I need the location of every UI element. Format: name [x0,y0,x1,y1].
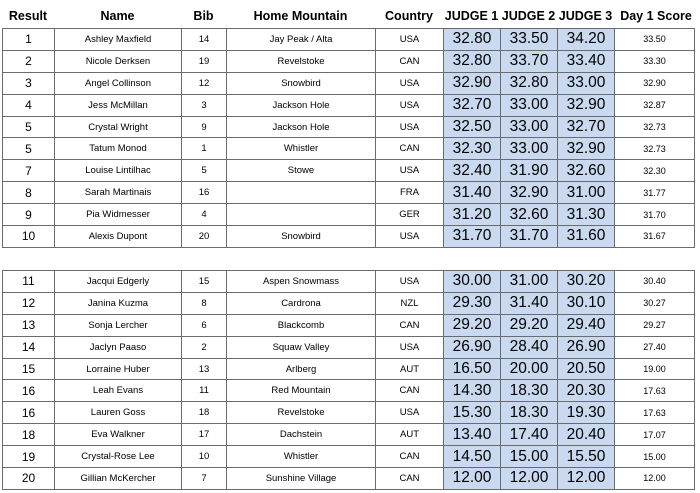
cell-country[interactable]: AUT [376,424,444,446]
cell-result[interactable]: 11 [3,271,55,293]
cell-day1-score[interactable]: 32.73 [615,116,695,138]
cell-judge-2[interactable]: 32.90 [501,182,558,204]
cell-judge-2[interactable]: 15.00 [501,446,558,468]
cell-judge-3[interactable]: 20.30 [558,380,615,402]
cell-country[interactable]: CAN [376,138,444,160]
cell-judge-3[interactable]: 32.70 [558,116,615,138]
cell-day1-score[interactable]: 30.40 [615,271,695,293]
table-row [3,358,695,380]
cell-day1-score[interactable]: 29.27 [615,314,695,336]
table-row [3,271,695,293]
cell-judge-1[interactable]: 14.50 [444,446,501,468]
cell-judge-1[interactable]: 32.50 [444,116,501,138]
cell-result[interactable]: 14 [3,336,55,358]
cell-result[interactable]: 13 [3,314,55,336]
cell-day1-score[interactable]: 31.77 [615,182,695,204]
cell-judge-3[interactable]: 12.00 [558,468,615,490]
table-row [3,50,695,72]
cell-result[interactable]: 15 [3,358,55,380]
cell-judge-1[interactable]: 31.20 [444,204,501,226]
cell-home-mountain[interactable]: Jackson Hole [227,116,376,138]
table-row [3,160,695,182]
cell-bib[interactable]: 6 [182,314,227,336]
cell-home-mountain[interactable]: Red Mountain [227,380,376,402]
cell-home-mountain[interactable] [227,182,376,204]
cell-name[interactable]: Eva Walkner [55,424,182,446]
header-judge-2: JUDGE 2 [501,9,556,23]
cell-home-mountain[interactable]: Cardrona [227,292,376,314]
cell-judge-2[interactable]: 32.60 [501,204,558,226]
table-row [3,72,695,94]
cell-judge-3[interactable]: 31.00 [558,182,615,204]
cell-day1-score[interactable]: 33.30 [615,50,695,72]
cell-home-mountain[interactable]: Blackcomb [227,314,376,336]
cell-day1-score[interactable]: 32.90 [615,72,695,94]
header-bib: Bib [193,9,214,23]
header-day1-score: Day 1 Score [620,9,692,23]
table-row [3,468,695,490]
cell-result[interactable]: 16 [3,380,55,402]
cell-country[interactable]: USA [376,116,444,138]
cell-judge-1[interactable]: 15.30 [444,402,501,424]
cell-judge-1[interactable]: 16.50 [444,358,501,380]
cell-country[interactable]: USA [376,72,444,94]
cell-name[interactable]: Pia Widmesser [55,204,182,226]
table-row [3,29,695,51]
cell-name[interactable]: Alexis Dupont [55,226,182,248]
cell-judge-2[interactable]: 31.70 [501,226,558,248]
table-row [3,402,695,424]
table-row [3,226,695,248]
cell-country[interactable]: USA [376,336,444,358]
cell-bib[interactable]: 8 [182,292,227,314]
cell-day1-score[interactable]: 33.50 [615,29,695,51]
cell-country[interactable]: CAN [376,50,444,72]
cell-bib[interactable]: 2 [182,336,227,358]
cell-judge-2[interactable]: 32.80 [501,72,558,94]
cell-name[interactable]: Tatum Monod [55,138,182,160]
cell-judge-2[interactable]: 18.30 [501,380,558,402]
cell-country[interactable]: USA [376,160,444,182]
cell-judge-3[interactable]: 30.20 [558,271,615,293]
cell-judge-3[interactable]: 20.50 [558,358,615,380]
cell-country[interactable]: USA [376,402,444,424]
cell-day1-score[interactable]: 31.67 [615,226,695,248]
cell-result[interactable]: 4 [3,94,55,116]
cell-country[interactable]: USA [376,94,444,116]
cell-day1-score[interactable]: 30.27 [615,292,695,314]
cell-judge-3[interactable]: 31.60 [558,226,615,248]
cell-bib[interactable]: 16 [182,182,227,204]
cell-country[interactable]: FRA [376,182,444,204]
cell-home-mountain[interactable]: Whistler [227,446,376,468]
cell-judge-1[interactable]: 26.90 [444,336,501,358]
cell-judge-1[interactable]: 32.80 [444,29,501,51]
cell-judge-1[interactable]: 31.70 [444,226,501,248]
cell-day1-score[interactable]: 12.00 [615,468,695,490]
cell-country[interactable]: NZL [376,292,444,314]
header-home-mountain: Home Mountain [253,9,348,23]
cell-judge-2[interactable]: 31.40 [501,292,558,314]
cell-result[interactable]: 5 [3,138,55,160]
cell-day1-score[interactable]: 17.63 [615,402,695,424]
cell-home-mountain[interactable]: Revelstoke [227,402,376,424]
cell-judge-3[interactable]: 32.90 [558,138,615,160]
cell-country[interactable]: CAN [376,380,444,402]
cell-judge-2[interactable]: 12.00 [501,468,558,490]
table-row [3,94,695,116]
cell-judge-2[interactable]: 20.00 [501,358,558,380]
cell-name[interactable]: Sarah Martinais [55,182,182,204]
cell-home-mountain[interactable] [227,204,376,226]
cell-day1-score[interactable]: 19.00 [615,358,695,380]
cell-day1-score[interactable]: 15.00 [615,446,695,468]
cell-country[interactable]: GER [376,204,444,226]
cell-result[interactable]: 2 [3,50,55,72]
cell-judge-2[interactable]: 31.90 [501,160,558,182]
header-result: Result [8,9,48,23]
cell-country[interactable]: USA [376,29,444,51]
header-country: Country [385,9,433,23]
cell-bib[interactable]: 1 [182,138,227,160]
table-row [3,182,695,204]
cell-bib[interactable]: 3 [182,94,227,116]
cell-bib[interactable]: 18 [182,402,227,424]
cell-judge-2[interactable]: 29.20 [501,314,558,336]
cell-result[interactable]: 16 [3,402,55,424]
cell-judge-1[interactable]: 32.90 [444,72,501,94]
cell-judge-2[interactable]: 18.30 [501,402,558,424]
cell-judge-3[interactable]: 31.30 [558,204,615,226]
cell-home-mountain[interactable]: Jay Peak / Alta [227,29,376,51]
cell-day1-score[interactable]: 17.07 [615,424,695,446]
cell-judge-2[interactable]: 33.00 [501,138,558,160]
cell-judge-2[interactable]: 33.50 [501,29,558,51]
cell-home-mountain[interactable]: Snowbird [227,226,376,248]
cell-judge-1[interactable]: 13.40 [444,424,501,446]
cell-judge-3[interactable]: 29.40 [558,314,615,336]
cell-bib[interactable]: 15 [182,271,227,293]
cell-bib[interactable]: 5 [182,160,227,182]
cell-bib[interactable]: 13 [182,358,227,380]
cell-day1-score[interactable]: 17.63 [615,380,695,402]
cell-judge-2[interactable]: 33.00 [501,116,558,138]
header-judge-1: JUDGE 1 [444,9,499,23]
table-row [3,138,695,160]
cell-name[interactable]: Angel Collinson [55,72,182,94]
cell-result[interactable]: 8 [3,182,55,204]
cell-country[interactable]: USA [376,226,444,248]
cell-judge-3[interactable]: 20.40 [558,424,615,446]
cell-bib[interactable]: 17 [182,424,227,446]
cell-result[interactable]: 3 [3,72,55,94]
cell-judge-3[interactable]: 33.40 [558,50,615,72]
cell-name[interactable]: Lauren Goss [55,402,182,424]
cell-country[interactable]: CAN [376,446,444,468]
cell-name[interactable]: Jacqui Edgerly [55,271,182,293]
cell-judge-1[interactable]: 14.30 [444,380,501,402]
cell-name[interactable]: Ashley Maxfield [55,29,182,51]
cell-judge-1[interactable]: 32.80 [444,50,501,72]
cell-home-mountain[interactable]: Jackson Hole [227,94,376,116]
cell-home-mountain[interactable]: Squaw Valley [227,336,376,358]
results-table-top [2,28,695,248]
cell-judge-1[interactable]: 30.00 [444,271,501,293]
table-row [3,380,695,402]
cell-result[interactable]: 5 [3,116,55,138]
table-row [3,292,695,314]
cell-judge-3[interactable]: 34.20 [558,29,615,51]
cell-judge-2[interactable]: 33.00 [501,94,558,116]
cell-judge-1[interactable]: 29.20 [444,314,501,336]
cell-bib[interactable]: 14 [182,29,227,51]
results-table-bottom [2,270,695,490]
cell-judge-3[interactable]: 15.50 [558,446,615,468]
cell-home-mountain[interactable]: Aspen Snowmass [227,271,376,293]
cell-judge-3[interactable]: 19.30 [558,402,615,424]
cell-result[interactable]: 18 [3,424,55,446]
cell-country[interactable]: USA [376,271,444,293]
cell-bib[interactable]: 9 [182,116,227,138]
cell-judge-1[interactable]: 31.40 [444,182,501,204]
cell-name[interactable]: Crystal-Rose Lee [55,446,182,468]
cell-day1-score[interactable]: 32.87 [615,94,695,116]
cell-judge-3[interactable]: 32.90 [558,94,615,116]
cell-bib[interactable]: 11 [182,380,227,402]
cell-home-mountain[interactable]: Revelstoke [227,50,376,72]
cell-name[interactable]: Nicole Derksen [55,50,182,72]
cell-result[interactable]: 20 [3,468,55,490]
cell-judge-2[interactable]: 31.00 [501,271,558,293]
cell-name[interactable]: Louise Lintilhac [55,160,182,182]
cell-name[interactable]: Jaclyn Paaso [55,336,182,358]
cell-judge-3[interactable]: 30.10 [558,292,615,314]
cell-home-mountain[interactable]: Stowe [227,160,376,182]
cell-home-mountain[interactable]: Whistler [227,138,376,160]
cell-day1-score[interactable]: 32.73 [615,138,695,160]
cell-day1-score[interactable]: 31.70 [615,204,695,226]
cell-day1-score[interactable]: 27.40 [615,336,695,358]
table-row [3,424,695,446]
cell-name[interactable]: Janina Kuzma [55,292,182,314]
header-judge-3: JUDGE 3 [558,9,613,23]
cell-bib[interactable]: 19 [182,50,227,72]
cell-bib[interactable]: 7 [182,468,227,490]
cell-judge-3[interactable]: 33.00 [558,72,615,94]
cell-name[interactable]: Leah Evans [55,380,182,402]
cell-name[interactable]: Gillian McKercher [55,468,182,490]
cell-name[interactable]: Crystal Wright [55,116,182,138]
cell-judge-2[interactable]: 17.40 [501,424,558,446]
table-row [3,446,695,468]
cell-day1-score[interactable]: 32.30 [615,160,695,182]
cell-bib[interactable]: 4 [182,204,227,226]
cell-judge-1[interactable]: 32.70 [444,94,501,116]
table-row [3,116,695,138]
cell-judge-1[interactable]: 32.30 [444,138,501,160]
cell-judge-1[interactable]: 32.40 [444,160,501,182]
cell-bib[interactable]: 10 [182,446,227,468]
cell-bib[interactable]: 20 [182,226,227,248]
cell-judge-2[interactable]: 33.70 [501,50,558,72]
cell-home-mountain[interactable]: Snowbird [227,72,376,94]
cell-judge-3[interactable]: 26.90 [558,336,615,358]
cell-result[interactable]: 7 [3,160,55,182]
header-name: Name [100,9,135,23]
cell-bib[interactable]: 12 [182,72,227,94]
cell-home-mountain[interactable]: Sunshine Village [227,468,376,490]
cell-judge-2[interactable]: 28.40 [501,336,558,358]
cell-judge-3[interactable]: 32.60 [558,160,615,182]
cell-name[interactable]: Sonja Lercher [55,314,182,336]
cell-name[interactable]: Jess McMillan [55,94,182,116]
cell-country[interactable]: AUT [376,358,444,380]
table-row [3,336,695,358]
cell-result[interactable]: 1 [3,29,55,51]
cell-country[interactable]: CAN [376,314,444,336]
cell-result[interactable]: 12 [3,292,55,314]
cell-result[interactable]: 19 [3,446,55,468]
cell-result[interactable]: 9 [3,204,55,226]
cell-name[interactable]: Lorraine Huber [55,358,182,380]
cell-country[interactable]: CAN [376,468,444,490]
cell-home-mountain[interactable]: Dachstein [227,424,376,446]
cell-home-mountain[interactable]: Arlberg [227,358,376,380]
cell-result[interactable]: 10 [3,226,55,248]
cell-judge-1[interactable]: 12.00 [444,468,501,490]
cell-judge-1[interactable]: 29.30 [444,292,501,314]
table-row [3,314,695,336]
table-row [3,204,695,226]
